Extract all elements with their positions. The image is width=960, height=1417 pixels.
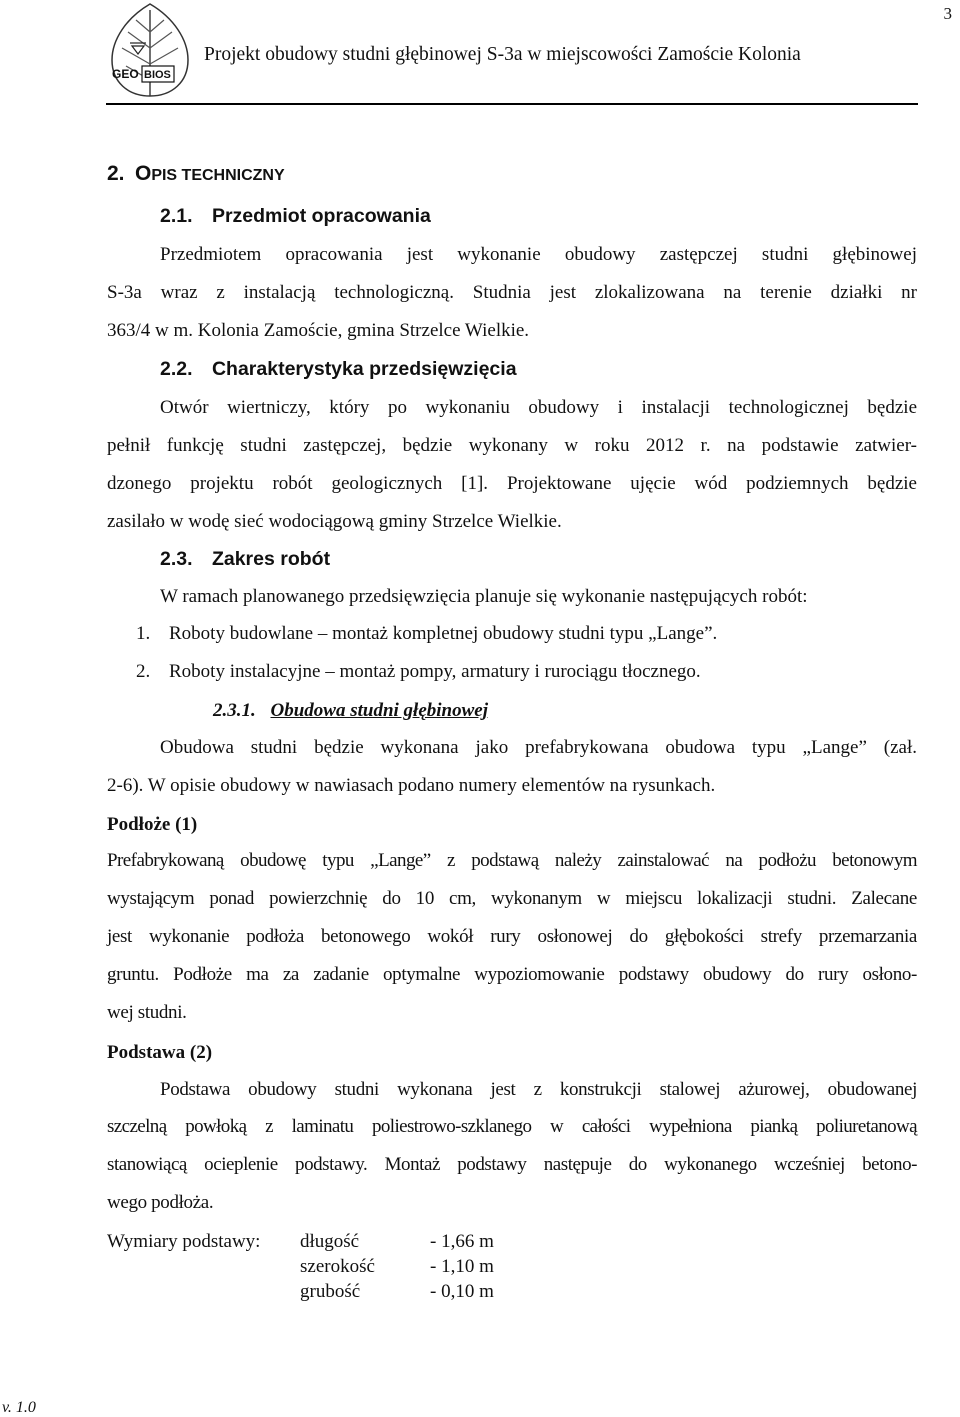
paragraph-line: Prefabrykowaną obudowę typu „Lange” z podstawą należy zainstalować na podłożu betonowym (107, 850, 917, 871)
dimension-value: - 1,10 m (430, 1256, 494, 1277)
paragraph-line: wystającym ponad powierzchnię do 10 cm, wykonanym w miejscu lokalizacji studni. Zalecane (107, 888, 917, 909)
list-item-number: 2. (136, 661, 151, 682)
heading-number: 2.3.1. (213, 700, 256, 721)
paragraph-line: stanowiącą ocieplenie podstawy. Montaż podstawy następuje do wykonanego wcześniej betono- (107, 1154, 917, 1175)
list-item-text: Roboty instalacyjne – montaż pompy, armatury i rurociągu tłocznego. (169, 661, 701, 682)
dimension-value: - 0,10 m (430, 1281, 494, 1302)
section-number: 2. (107, 162, 125, 185)
heading-2-2 (160, 358, 517, 381)
paragraph-line: wej studni. (107, 1002, 187, 1023)
dimension-name: grubość (300, 1281, 361, 1302)
dimension-name: długość (300, 1231, 360, 1252)
paragraph-line: Przedmiotem opracowania jest wykonanie obudowy zastępczej studni głębinowej (160, 244, 917, 265)
paragraph-line: wego podłoża. (107, 1192, 214, 1213)
paragraph-line: Otwór wiertniczy, który po wykonaniu obudowy i instalacji technologicznej będzie (160, 397, 917, 418)
section-title-initial: O (134, 162, 152, 185)
page-number: 3 (943, 4, 952, 23)
heading-title: Obudowa studni głębinowej (270, 700, 488, 721)
heading-title: Zakres robót (211, 548, 331, 570)
podloze-heading: Podłoże (1) (107, 814, 198, 835)
heading-2-3 (160, 548, 330, 571)
list-item (136, 624, 717, 643)
paragraph-line: S-3a wraz z instalacją technologiczną. Studnia jest zlokalizowana na terenie działki nr (107, 282, 917, 303)
section-heading (107, 162, 285, 186)
paragraph-line: Podstawa obudowy studni wykonana jest z konstrukcji stalowej ażurowej, obudowanej (160, 1079, 917, 1100)
header-title: Projekt obudowy studni głębinowej S-3a w miejscowości Zamoście Kolonia (204, 44, 801, 65)
paragraph-line: szczelną powłoką z laminatu poliestrowo-szklanego w całości wypełniona pianką poliuretanową (107, 1116, 917, 1137)
section-title-rest: PIS TECHNICZNY (151, 167, 285, 184)
paragraph-line: 363/4 w m. Kolonia Zamoście, gmina Strzelce Wielkie. (107, 320, 530, 341)
heading-number: 2.3. (160, 548, 193, 570)
paragraph-line: Obudowa studni będzie wykonana jako prefabrykowana obudowa typu „Lange” (zał. (160, 737, 917, 758)
geobios-logo (106, 2, 194, 98)
leaf-logo-icon (106, 2, 194, 98)
version-label: v. 1.0 (2, 1399, 36, 1416)
list-item-text: Roboty budowlane – montaż kompletnej obudowy studni typu „Lange”. (169, 623, 718, 644)
heading-2-3-1 (213, 700, 488, 722)
paragraph-line: pełnił funkcję studni zastępczej, będzie wykonany w roku 2012 r. na podstawie zatwier- (107, 435, 917, 456)
dimensions-label: Wymiary podstawy: (107, 1231, 261, 1252)
paragraph-line: gruntu. Podłoże ma za zadanie optymalne wypoziomowanie podstawy obudowy do rury osłono- (107, 964, 917, 985)
logo-text-geo: GEO (112, 67, 139, 81)
paragraph-line: dzonego projektu robót geologicznych [1]. Projektowane ujęcie wód podziemnych będzie (107, 473, 917, 494)
podstawa-heading: Podstawa (2) (107, 1042, 213, 1063)
paragraph-line: 2-6). W opisie obudowy w nawiasach podano numery elementów na rysunkach. (107, 775, 716, 796)
paragraph-line: W ramach planowanego przedsięwzięcia planuje się wykonanie następujących robót: (160, 586, 808, 607)
logo-text-bios: BIOS (144, 69, 171, 81)
heading-title: Przedmiot opracowania (211, 205, 431, 227)
header-divider (106, 103, 918, 105)
dimension-value: - 1,66 m (430, 1231, 494, 1252)
dimension-name: szerokość (300, 1256, 375, 1277)
heading-2-1 (160, 205, 431, 228)
heading-number: 2.2. (160, 358, 193, 380)
heading-number: 2.1. (160, 205, 193, 227)
paragraph-line: zasilało w wodę sieć wodociągową gminy Strzelce Wielkie. (107, 511, 562, 532)
list-item (136, 662, 701, 681)
list-item-number: 1. (136, 623, 151, 644)
heading-title: Charakterystyka przedsięwzięcia (211, 358, 517, 380)
paragraph-line: jest wykonanie podłoża betonowego wokół rury osłonowej do głębokości strefy przemarzania (107, 926, 917, 947)
